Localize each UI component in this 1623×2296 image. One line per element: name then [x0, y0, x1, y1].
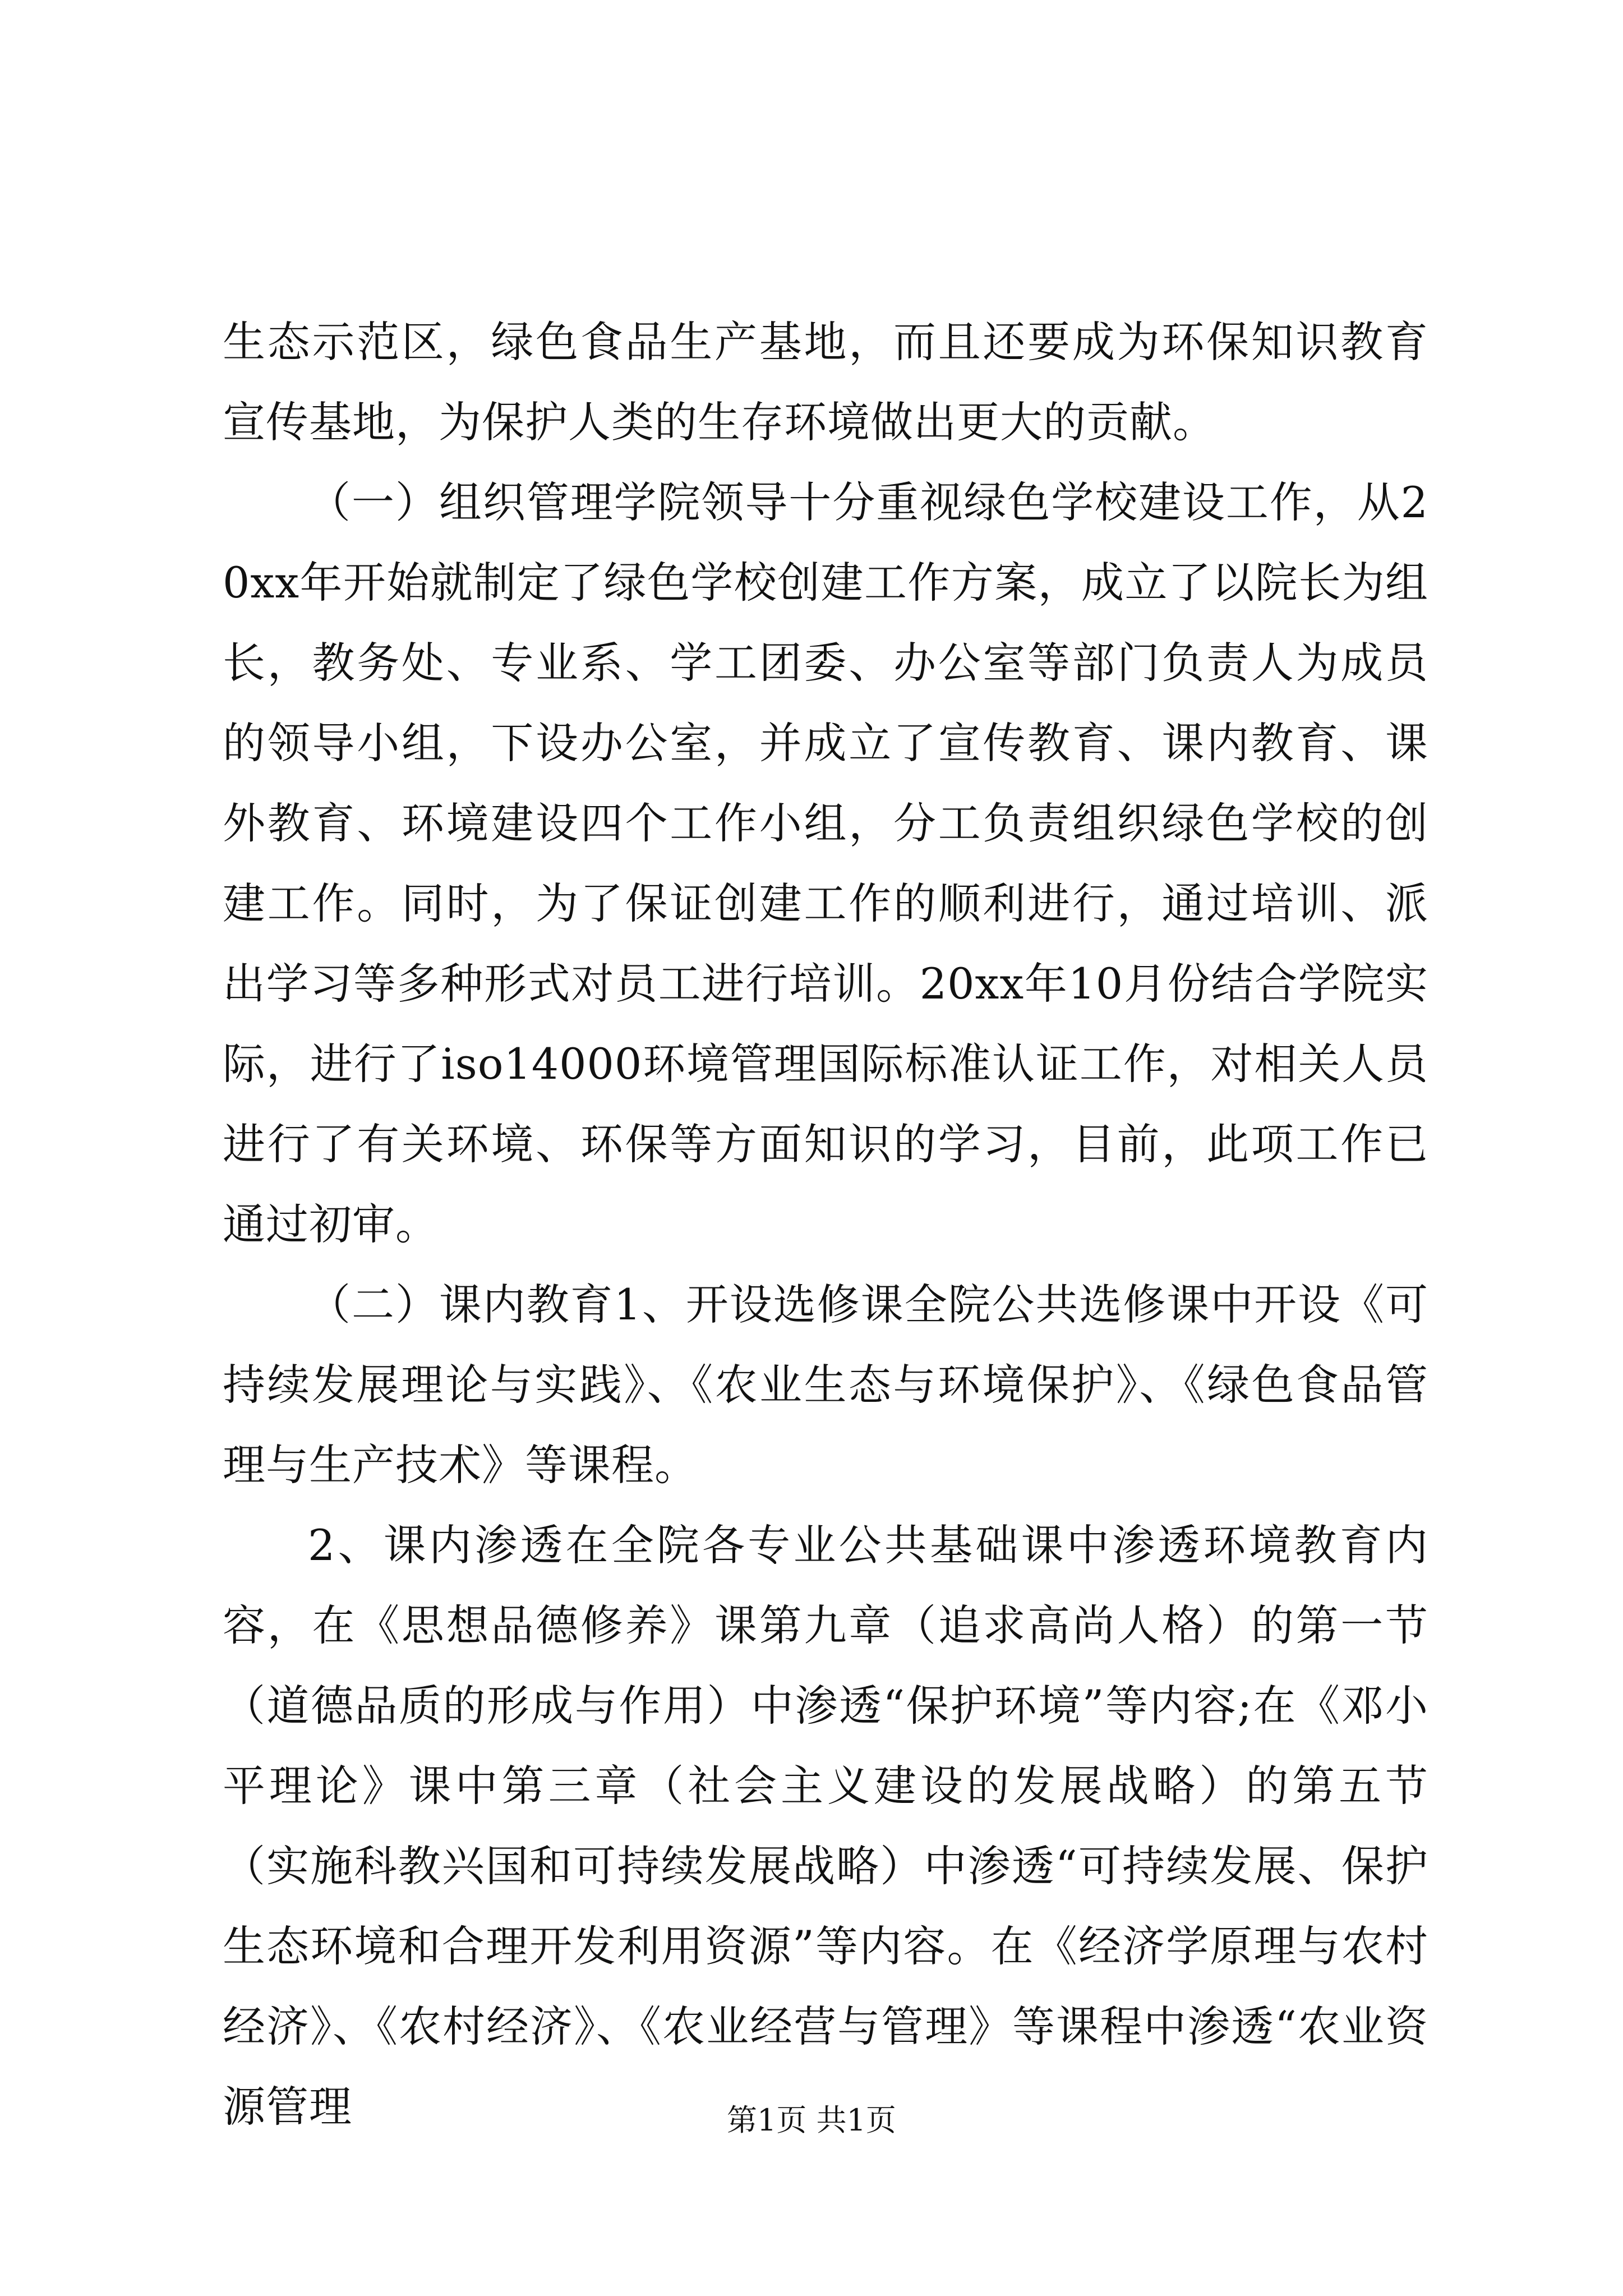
paragraph: 生态示范区，绿色食品生产基地，而且还要成为环保知识教育宣传基地，为保护人类的生存环境做出更大的贡献。	[223, 317, 1428, 447]
paragraph: 2、课内渗透在全院各专业公共基础课中渗透环境教育内容，在《思想品德修养》课第九章（追求高尚人格）的第一节（道德品质的形成与作用）中渗透“保护环境”等内容;在《邓小平理论》课中第三章（社会主义建设的发展战略）的第五节（实施科教兴国和可持续发展战略）中渗透“可持续发展、保护生态环境和合理开发利用资源”等内容。在《经济学原理与农村经济》、《农村经济》、《农业经营与管理》等课程中渗透“农业资源管理	[223, 1520, 1428, 2132]
page-footer: 第1页 共1页	[727, 2102, 896, 2138]
paragraph: （一）组织管理学院领导十分重视绿色学校建设工作，从20xx年开始就制定了绿色学校创建工作方案，成立了以院长为组长，教务处、专业系、学工团委、办公室等部门负责人为成员的领导小组，下设办公室，并成立了宣传教育、课内教育、课外教育、环境建设四个工作小组，分工负责组织绿色学校的创建工作。同时，为了保证创建工作的顺利进行，通过培训、派出学习等多种形式对员工进行培训。20xx年10月份结合学院实际，进行了iso14000环境管理国际标准认证工作，对相关人员进行了有关环境、环保等方面知识的学习，目前，此项工作已通过初审。	[223, 477, 1428, 1249]
paragraph: （二）课内教育1、开设选修课全院公共选修课中开设《可持续发展理论与实践》、《农业生态与环境保护》、《绿色食品管理与生产技术》等课程。	[223, 1280, 1428, 1490]
document-body	[223, 302, 1428, 2147]
